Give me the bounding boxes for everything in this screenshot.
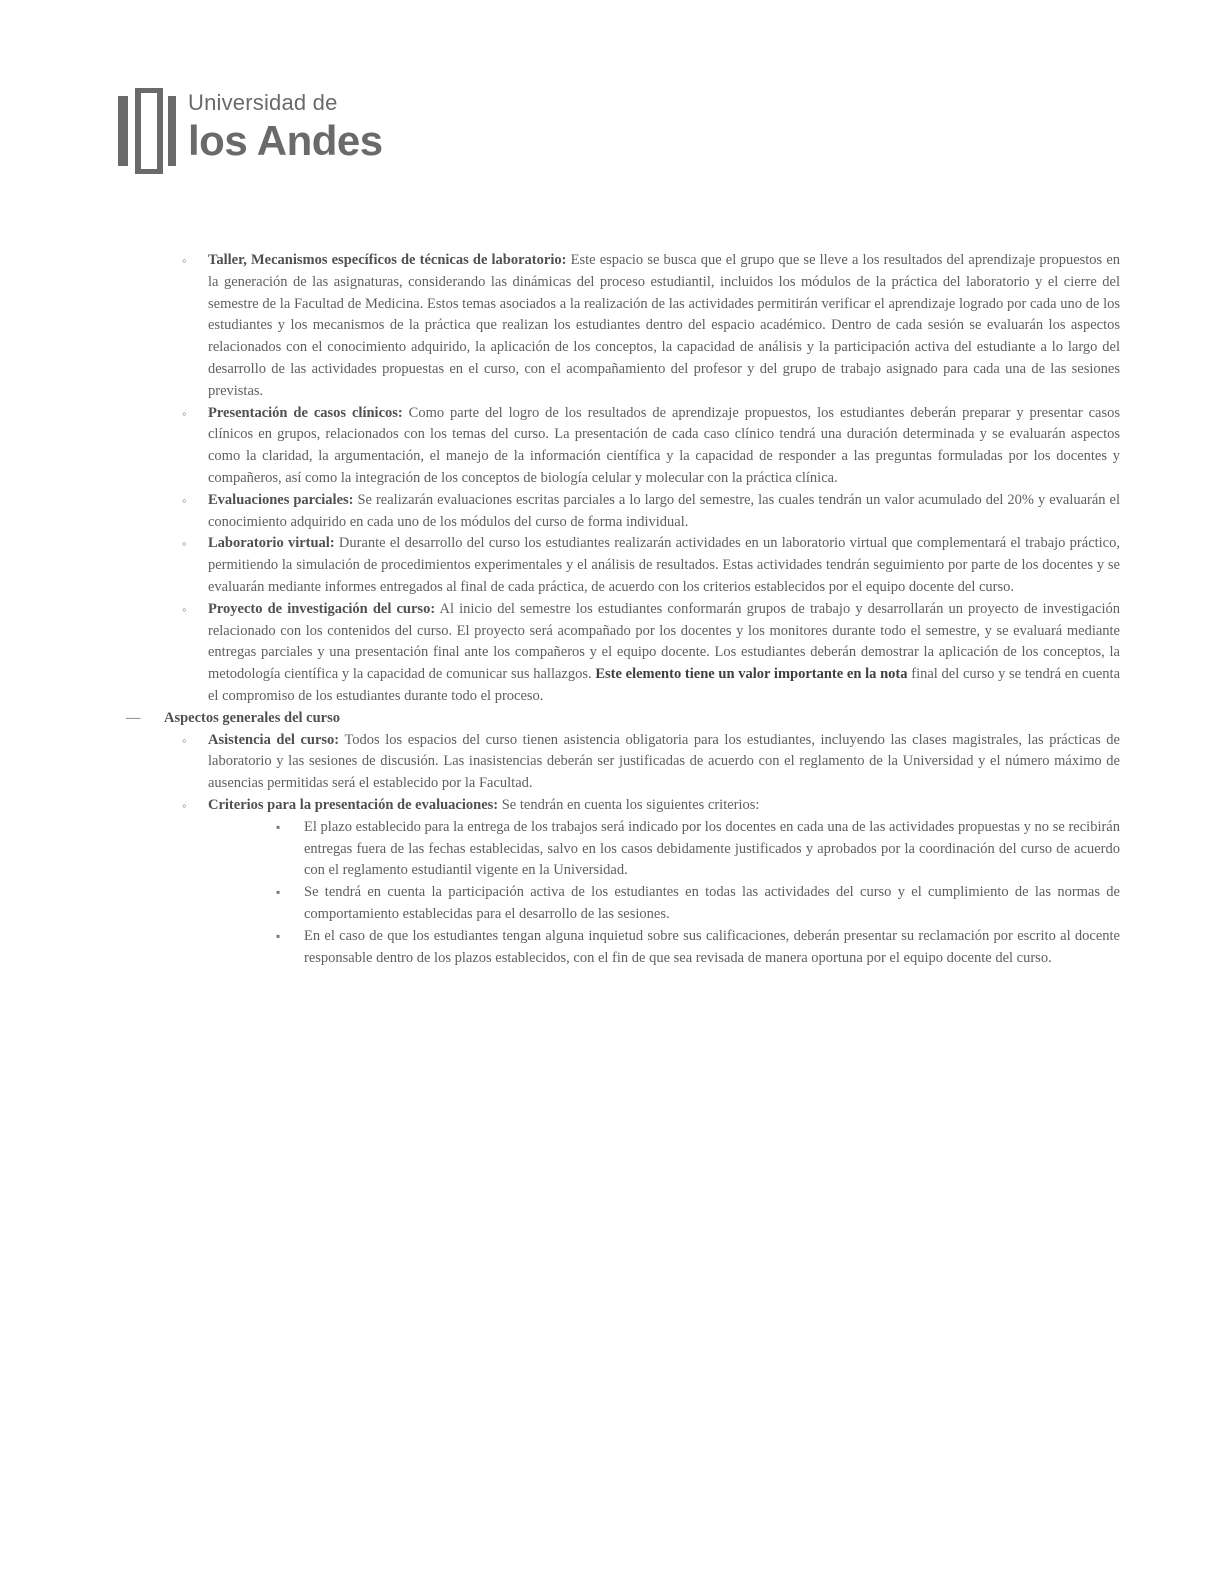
document-body [120, 250, 1120, 969]
logo-wordmark [188, 92, 388, 162]
item-lead: Criterios para la presentación de evaluaciones: [208, 796, 499, 813]
general-aspects-sublist [164, 730, 1120, 970]
list-item [120, 250, 1120, 403]
university-logo [114, 88, 384, 174]
list-item [120, 533, 1120, 598]
item-body: Como parte del logro de los resultados de aprendizaje propuestos, los estudiantes deberán preparar y presentar casos clínicos en grupos, relacionados con los temas del curso. La presentación de cada caso clínico tendrá una duración determinada y se evaluarán aspectos como la claridad, la argumentación, el manejo de la información científica y la capacidad de responder a las preguntas formuladas por los docentes y compañeros, así como la integración de los conceptos de biología celular y molecular con la práctica clínica. [208, 404, 1120, 486]
criteria-list [164, 817, 1120, 970]
item-body: Durante el desarrollo del curso los estudiantes realizarán actividades en un laboratorio virtual que complementará el trabajo práctico, permitiendo la simulación de procedimientos experimentales y el análisis de resultados. Estas actividades tendrán seguimiento por parte de los docentes y se evaluarán mediante informes entregados al final de cada práctica, de acuerdo con los criterios establecidos por el equipo docente del curso. [208, 535, 1120, 595]
logo-mark-icon [114, 88, 180, 174]
item-lead: Taller, Mecanismos específicos de técnicas de laboratorio: [208, 252, 567, 268]
item-body: Al inicio del semestre los estudiantes conformarán grupos de trabajo y desarrollarán un proyecto de investigación relacionado con los contenidos del curso. El proyecto será acompañado por los docentes y los monitores durante todo el semestre, y se evaluará mediante entregas parciales y una presentación final ante los compañeros y el equipo docente. Los estudiantes deberán demostrar la aplicación de los conceptos, la metodología científica y la capacidad de comunicar sus hallazgos. [208, 600, 1120, 683]
item-body: Se realizarán evaluaciones escritas parciales a lo largo del semestre, las cuales tendrán un valor acumulado del 20% y evaluarán el conocimiento adquirido en cada uno de los módulos del curso de forma individual. [208, 491, 1121, 530]
item-tail: final del curso y se tendrá en cuenta el compromiso de los estudiantes durante todo el proceso. [208, 666, 1121, 704]
list-item [120, 490, 1120, 534]
item-lead: Evaluaciones parciales: [208, 491, 354, 508]
list-item [120, 599, 1120, 708]
section-item [120, 708, 1120, 970]
item-lead: Laboratorio virtual: [208, 535, 335, 552]
item-lead: Proyecto de investigación del curso: [208, 600, 436, 617]
item-body: Este espacio se busca que el grupo que se lleve a los resultados del aprendizaje propuestos en la generación de las asignaturas, considerando las dinámicas del proceso estudiantil, incluidos los módulos de la práctica del laboratorio y el cierre del semestre de la Facultad de Medicina. Estos temas asociados a la realización de las actividades permitirán verificar el aprendizaje logrado por cada uno de los estudiantes y los mecanismos de la práctica que realizan los estudiantes dentro del espacio académico. Dentro de cada sesión se evaluarán los aspectos relacionados con el conocimiento adquirido, la aplicación de los conceptos, la capacidad de análisis y la participación activa del estudiante a lo largo del desarrollo de las actividades propuestas en el curso, con el acompañamiento del profesor y del grupo de trabajo asignado para cada una de las sesiones previstas. [208, 252, 1121, 399]
logo-line-1: Universidad de [188, 90, 338, 115]
logo-line-2: los Andes [188, 117, 383, 164]
item-body: Se tendrán en cuenta los siguientes criterios: [501, 796, 760, 813]
item-lead: Presentación de casos clínicos: [208, 404, 403, 421]
item-emphasis: Este elemento tiene un valor importante en la nota [595, 666, 908, 683]
activity-list [120, 250, 1120, 708]
item-body: Todos los espacios del curso tienen asistencia obligatoria para los estudiantes, incluyendo las clases magistrales, las prácticas de laboratorio y las sesiones de discusión. Las inasistencias deberán ser justificadas de acuerdo con el reglamento de la Universidad y el número máximo de ausencias permitidas será el establecido por la Facultad. [208, 731, 1120, 792]
criteria-item: ▪ En el caso de que los estudiantes tengan alguna inquietud sobre sus calificaciones, deberán presentar su reclamación por escrito al docente responsable dentro de los plazos establecidos, con el fin de que sea revisada de manera oportuna por el equipo docente del curso. [164, 926, 1120, 970]
general-aspects-list [120, 708, 1120, 970]
list-item [164, 730, 1120, 795]
list-item [120, 403, 1120, 490]
section-heading: Aspectos generales del curso [164, 709, 340, 726]
criteria-item: ▪ Se tendrá en cuenta la participación activa de los estudiantes en todas las actividades del curso y el cumplimiento de las normas de comportamiento establecidas para el desarrollo de las sesiones. [164, 882, 1120, 926]
criteria-item: ▪ El plazo establecido para la entrega de los trabajos será indicado por los docentes en cada una de las actividades propuestas y no se recibirán entregas fuera de las fechas establecidas, salvo en los casos debidamente justificados y aprobados por la coordinación del curso de acuerdo con el reglamento estudiantil vigente en la Universidad. [164, 817, 1120, 882]
item-lead: Asistencia del curso: [208, 731, 340, 748]
list-item [164, 795, 1120, 969]
